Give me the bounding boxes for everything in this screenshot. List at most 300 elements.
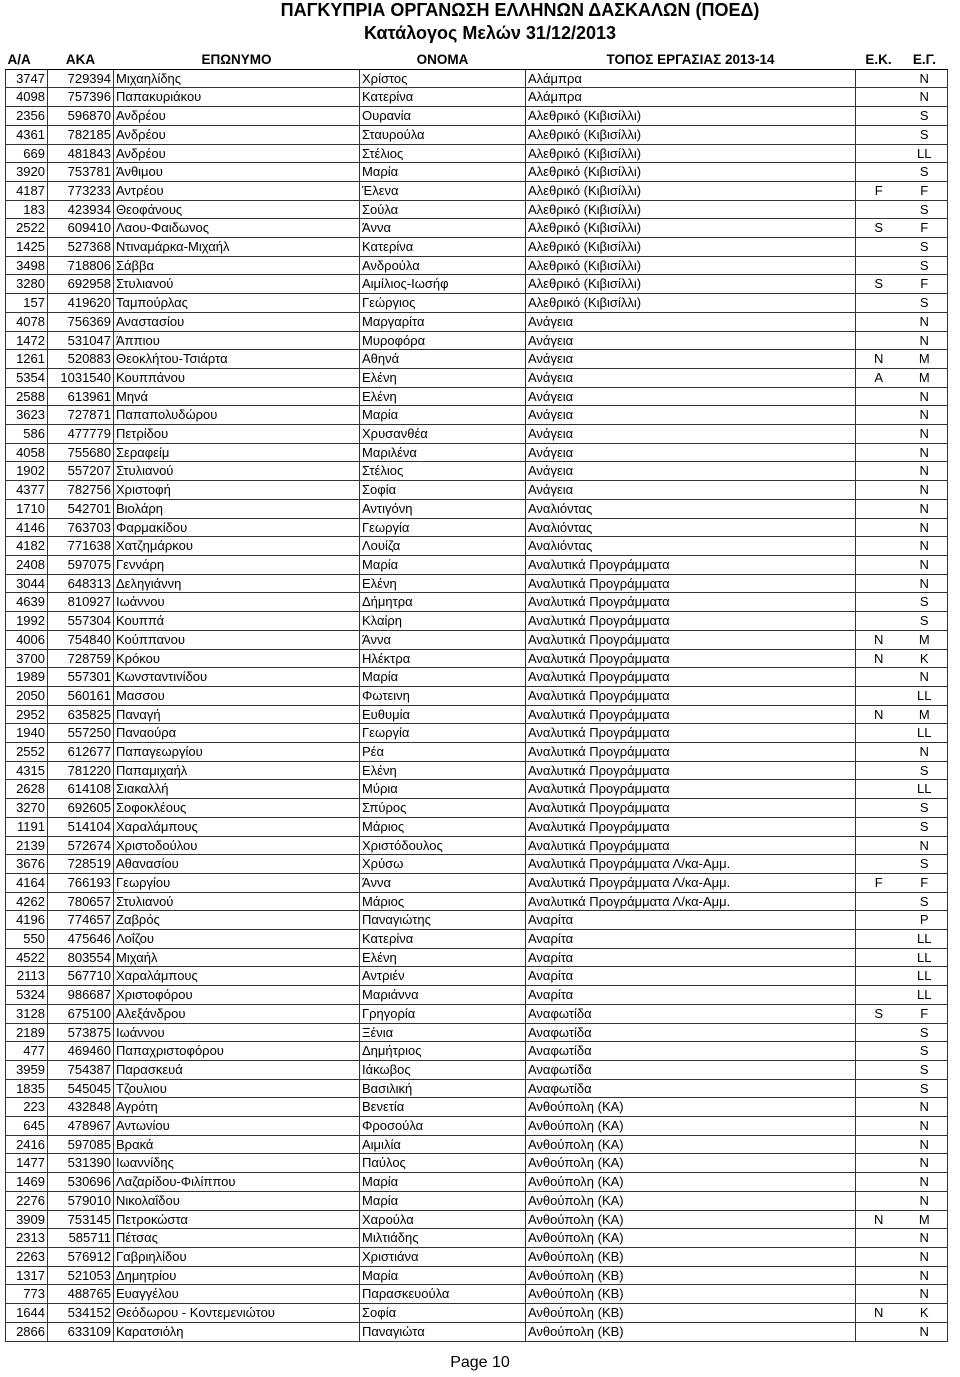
first-name-cell: Αθηνά (360, 350, 526, 369)
ek-cell (856, 724, 902, 743)
eg-cell: F (902, 181, 948, 200)
table-row (6, 855, 948, 874)
surname-cell: Γεωργίου (114, 873, 360, 892)
aka-cell: 520883 (48, 350, 114, 369)
workplace-cell: Αναλυτικά Προγράμματα (526, 724, 856, 743)
surname-cell: Γαβριηλίδου (114, 1248, 360, 1267)
aka-cell: 597085 (48, 1135, 114, 1154)
workplace-cell: Αναλιόντας (526, 518, 856, 537)
eg-cell: N (902, 443, 948, 462)
workplace-cell: Ανάγεια (526, 425, 856, 444)
workplace-cell: Αναλυτικά Προγράμματα Λ/κα-Αμμ. (526, 873, 856, 892)
surname-cell: Παπαμιχαήλ (114, 761, 360, 780)
ek-cell (856, 406, 902, 425)
ek-cell (856, 1135, 902, 1154)
table-row (6, 1304, 948, 1323)
first-name-cell: Ευθυμία (360, 705, 526, 724)
table-row (6, 574, 948, 593)
surname-cell: Γεννάρη (114, 555, 360, 574)
aka-cell: 756369 (48, 312, 114, 331)
eg-cell: S (902, 1060, 948, 1079)
aka-cell: 596870 (48, 107, 114, 126)
workplace-cell: Αλεθρικό (Κιβισίλλι) (526, 144, 856, 163)
aka-cell: 469460 (48, 1042, 114, 1061)
eg-cell: LL (902, 144, 948, 163)
eg-cell: N (902, 69, 948, 88)
row-index-cell: 2408 (6, 555, 48, 574)
table-row (6, 88, 948, 107)
row-index-cell: 2866 (6, 1322, 48, 1341)
column-header: ΟΝΟΜΑ (360, 51, 526, 69)
row-index-cell: 3676 (6, 855, 48, 874)
table-row (6, 649, 948, 668)
table-header-row (6, 51, 948, 69)
table-row (6, 425, 948, 444)
row-index-cell: 773 (6, 1285, 48, 1304)
table-row (6, 555, 948, 574)
aka-cell: 477779 (48, 425, 114, 444)
page-number: Page 10 (450, 1354, 510, 1371)
row-index-cell: 4058 (6, 443, 48, 462)
row-index-cell: 4098 (6, 88, 48, 107)
eg-cell: N (902, 668, 948, 687)
workplace-cell: Αναλυτικά Προγράμματα (526, 705, 856, 724)
aka-cell: 773233 (48, 181, 114, 200)
ek-cell (856, 256, 902, 275)
table-row (6, 986, 948, 1005)
row-index-cell: 2189 (6, 1023, 48, 1042)
surname-cell: Καρατσιόλη (114, 1322, 360, 1341)
aka-cell: 753781 (48, 163, 114, 182)
aka-cell: 728759 (48, 649, 114, 668)
ek-cell (856, 163, 902, 182)
eg-cell: LL (902, 780, 948, 799)
table-row (6, 238, 948, 257)
row-index-cell: 5354 (6, 368, 48, 387)
aka-cell: 531047 (48, 331, 114, 350)
eg-cell: N (902, 88, 948, 107)
ek-cell (856, 425, 902, 444)
workplace-cell: Αναλυτικά Προγράμματα (526, 649, 856, 668)
aka-cell: 635825 (48, 705, 114, 724)
first-name-cell: Στέλιος (360, 462, 526, 481)
surname-cell: Παπαχριστοφόρου (114, 1042, 360, 1061)
workplace-cell: Ανάγεια (526, 462, 856, 481)
ek-cell (856, 88, 902, 107)
first-name-cell: Ελένη (360, 368, 526, 387)
workplace-cell: Αναφωτίδα (526, 1042, 856, 1061)
first-name-cell: Μιλτιάδης (360, 1229, 526, 1248)
eg-cell: N (902, 1248, 948, 1267)
table-body (6, 69, 948, 1341)
aka-cell: 542701 (48, 499, 114, 518)
table-row (6, 107, 948, 126)
row-index-cell: 1425 (6, 238, 48, 257)
eg-cell: LL (902, 986, 948, 1005)
surname-cell: Στυλιανού (114, 892, 360, 911)
surname-cell: Φαρμακίδου (114, 518, 360, 537)
eg-cell: S (902, 163, 948, 182)
eg-cell: F (902, 1004, 948, 1023)
eg-cell: LL (902, 948, 948, 967)
first-name-cell: Παύλος (360, 1154, 526, 1173)
surname-cell: Μηνά (114, 387, 360, 406)
surname-cell: Βρακά (114, 1135, 360, 1154)
row-index-cell: 4006 (6, 630, 48, 649)
first-name-cell: Χαρούλα (360, 1210, 526, 1229)
first-name-cell: Ελένη (360, 761, 526, 780)
surname-cell: Αλεξάνδρου (114, 1004, 360, 1023)
eg-cell: N (902, 518, 948, 537)
table-row (6, 181, 948, 200)
table-row (6, 69, 948, 88)
first-name-cell: Δημήτριος (360, 1042, 526, 1061)
surname-cell: Ντιναμάρκα-Μιχαήλ (114, 238, 360, 257)
first-name-cell: Χριστόδουλος (360, 836, 526, 855)
first-name-cell: Ανδρούλα (360, 256, 526, 275)
workplace-cell: Αλεθρικό (Κιβισίλλι) (526, 125, 856, 144)
aka-cell: 633109 (48, 1322, 114, 1341)
workplace-cell: Αναλυτικά Προγράμματα (526, 761, 856, 780)
row-index-cell: 2139 (6, 836, 48, 855)
workplace-cell: Ανάγεια (526, 312, 856, 331)
table-row (6, 219, 948, 238)
table-row (6, 892, 948, 911)
ek-cell (856, 743, 902, 762)
eg-cell: S (902, 238, 948, 257)
surname-cell: Χριστοφόρου (114, 986, 360, 1005)
aka-cell: 763703 (48, 518, 114, 537)
row-index-cell: 4196 (6, 911, 48, 930)
workplace-cell: Ανθούπολη (ΚΑ) (526, 1191, 856, 1210)
table-row (6, 1023, 948, 1042)
ek-cell (856, 1322, 902, 1341)
surname-cell: Παναούρα (114, 724, 360, 743)
table-row (6, 911, 948, 930)
aka-cell: 986687 (48, 986, 114, 1005)
ek-cell (856, 1079, 902, 1098)
eg-cell: F (902, 873, 948, 892)
first-name-cell: Κατερίνα (360, 238, 526, 257)
aka-cell: 729394 (48, 69, 114, 88)
first-name-cell: Μάριος (360, 817, 526, 836)
aka-cell: 557301 (48, 668, 114, 687)
aka-cell: 576912 (48, 1248, 114, 1267)
workplace-cell: Αλάμπρα (526, 69, 856, 88)
aka-cell: 613961 (48, 387, 114, 406)
eg-cell: S (902, 200, 948, 219)
surname-cell: Λαου-Φαιδωνος (114, 219, 360, 238)
row-index-cell: 1940 (6, 724, 48, 743)
table-row (6, 406, 948, 425)
document-title: ΠΑΓΚΥΠΡΙΑ ΟΡΓΑΝΩΣΗ ΕΛΛΗΝΩΝ ΔΑΣΚΑΛΩΝ (ΠΟΕΔ) (280, 0, 760, 20)
column-header: Ε.Γ. (902, 51, 948, 69)
ek-cell (856, 387, 902, 406)
first-name-cell: Βενετία (360, 1098, 526, 1117)
first-name-cell: Μαρία (360, 555, 526, 574)
first-name-cell: Δήμητρα (360, 593, 526, 612)
first-name-cell: Σπύρος (360, 799, 526, 818)
workplace-cell: Αναφωτίδα (526, 1060, 856, 1079)
ek-cell: N (856, 1304, 902, 1323)
surname-cell: Ταμπούρλας (114, 294, 360, 313)
row-index-cell: 2313 (6, 1229, 48, 1248)
first-name-cell: Μυροφόρα (360, 331, 526, 350)
workplace-cell: Αναλυτικά Προγράμματα (526, 799, 856, 818)
ek-cell: N (856, 705, 902, 724)
surname-cell: Παρασκευά (114, 1060, 360, 1079)
workplace-cell: Αναρίτα (526, 948, 856, 967)
surname-cell: Σιακαλλή (114, 780, 360, 799)
surname-cell: Άνθιμου (114, 163, 360, 182)
table-row (6, 1173, 948, 1192)
first-name-cell: Μαριάννα (360, 986, 526, 1005)
eg-cell: M (902, 1210, 948, 1229)
workplace-cell: Αναλυτικά Προγράμματα Λ/κα-Αμμ. (526, 855, 856, 874)
ek-cell (856, 518, 902, 537)
workplace-cell: Αναφωτίδα (526, 1004, 856, 1023)
ek-cell (856, 1229, 902, 1248)
workplace-cell: Αναλιόντας (526, 537, 856, 556)
workplace-cell: Αλεθρικό (Κιβισίλλι) (526, 163, 856, 182)
row-index-cell: 645 (6, 1117, 48, 1136)
aka-cell: 530696 (48, 1173, 114, 1192)
row-index-cell: 2356 (6, 107, 48, 126)
ek-cell (856, 238, 902, 257)
workplace-cell: Αναρίτα (526, 967, 856, 986)
table-row (6, 1079, 948, 1098)
workplace-cell: Ανάγεια (526, 481, 856, 500)
table-row (6, 630, 948, 649)
workplace-cell: Ανάγεια (526, 406, 856, 425)
surname-cell: Ζαβρός (114, 911, 360, 930)
row-index-cell: 2952 (6, 705, 48, 724)
ek-cell (856, 555, 902, 574)
ek-cell: N (856, 1210, 902, 1229)
eg-cell: N (902, 836, 948, 855)
first-name-cell: Μαρία (360, 668, 526, 687)
first-name-cell: Μαρία (360, 163, 526, 182)
row-index-cell: 4078 (6, 312, 48, 331)
ek-cell (856, 1191, 902, 1210)
ek-cell: N (856, 350, 902, 369)
first-name-cell: Μύρια (360, 780, 526, 799)
workplace-cell: Αλεθρικό (Κιβισίλλι) (526, 294, 856, 313)
surname-cell: Πετροκώστα (114, 1210, 360, 1229)
ek-cell (856, 892, 902, 911)
workplace-cell: Ανθούπολη (ΚΑ) (526, 1098, 856, 1117)
workplace-cell: Αναλιόντας (526, 499, 856, 518)
first-name-cell: Κλαίρη (360, 612, 526, 631)
aka-cell: 757396 (48, 88, 114, 107)
first-name-cell: Λουίζα (360, 537, 526, 556)
workplace-cell: Αναφωτίδα (526, 1023, 856, 1042)
surname-cell: Πέτσας (114, 1229, 360, 1248)
first-name-cell: Ιάκωβος (360, 1060, 526, 1079)
workplace-cell: Αλεθρικό (Κιβισίλλι) (526, 200, 856, 219)
row-index-cell: 3498 (6, 256, 48, 275)
first-name-cell: Στέλιος (360, 144, 526, 163)
ek-cell (856, 1117, 902, 1136)
members-table (5, 51, 948, 1342)
aka-cell: 560161 (48, 686, 114, 705)
eg-cell: N (902, 462, 948, 481)
table-row (6, 780, 948, 799)
aka-cell: 423934 (48, 200, 114, 219)
aka-cell: 527368 (48, 238, 114, 257)
first-name-cell: Μαρία (360, 1173, 526, 1192)
ek-cell (856, 331, 902, 350)
column-header: Ε.Κ. (856, 51, 902, 69)
eg-cell: N (902, 499, 948, 518)
row-index-cell: 2276 (6, 1191, 48, 1210)
table-row (6, 368, 948, 387)
aka-cell: 545045 (48, 1079, 114, 1098)
workplace-cell: Ανθούπολη (ΚΒ) (526, 1266, 856, 1285)
table-row (6, 312, 948, 331)
row-index-cell: 183 (6, 200, 48, 219)
table-row (6, 873, 948, 892)
eg-cell: N (902, 406, 948, 425)
ek-cell (856, 1154, 902, 1173)
eg-cell: N (902, 331, 948, 350)
ek-cell (856, 930, 902, 949)
workplace-cell: Ανθούπολη (ΚΒ) (526, 1285, 856, 1304)
aka-cell: 557250 (48, 724, 114, 743)
eg-cell: K (902, 649, 948, 668)
workplace-cell: Αναλυτικά Προγράμματα (526, 555, 856, 574)
aka-cell: 782756 (48, 481, 114, 500)
ek-cell (856, 1042, 902, 1061)
surname-cell: Παπακυριάκου (114, 88, 360, 107)
eg-cell: N (902, 574, 948, 593)
ek-cell (856, 1285, 902, 1304)
surname-cell: Σάββα (114, 256, 360, 275)
surname-cell: Ιωαννίδης (114, 1154, 360, 1173)
first-name-cell: Μαριλένα (360, 443, 526, 462)
eg-cell: S (902, 256, 948, 275)
row-index-cell: 669 (6, 144, 48, 163)
ek-cell: S (856, 275, 902, 294)
row-index-cell: 1472 (6, 331, 48, 350)
table-row (6, 144, 948, 163)
eg-cell: N (902, 1135, 948, 1154)
aka-cell: 478967 (48, 1117, 114, 1136)
surname-cell: Αντωνίου (114, 1117, 360, 1136)
first-name-cell: Γρηγορία (360, 1004, 526, 1023)
surname-cell: Ιωάννου (114, 1023, 360, 1042)
row-index-cell: 3959 (6, 1060, 48, 1079)
eg-cell: S (902, 107, 948, 126)
eg-cell: N (902, 1322, 948, 1341)
eg-cell: N (902, 537, 948, 556)
workplace-cell: Αλεθρικό (Κιβισίλλι) (526, 275, 856, 294)
surname-cell: Παπαγεωργίου (114, 743, 360, 762)
eg-cell: N (902, 1117, 948, 1136)
row-index-cell: 3280 (6, 275, 48, 294)
table-row (6, 686, 948, 705)
aka-cell: 774657 (48, 911, 114, 930)
aka-cell: 514104 (48, 817, 114, 836)
workplace-cell: Ανθούπολη (ΚΑ) (526, 1135, 856, 1154)
first-name-cell: Σούλα (360, 200, 526, 219)
row-index-cell: 2263 (6, 1248, 48, 1267)
first-name-cell: Γεώργιος (360, 294, 526, 313)
first-name-cell: Χρυσανθέα (360, 425, 526, 444)
eg-cell: N (902, 1173, 948, 1192)
first-name-cell: Σοφία (360, 1304, 526, 1323)
table-row (6, 1117, 948, 1136)
eg-cell: N (902, 1229, 948, 1248)
row-index-cell: 1902 (6, 462, 48, 481)
eg-cell: LL (902, 686, 948, 705)
surname-cell: Σοφοκλέους (114, 799, 360, 818)
surname-cell: Μιχαήλ (114, 948, 360, 967)
surname-cell: Ιωάννου (114, 593, 360, 612)
aka-cell: 597075 (48, 555, 114, 574)
surname-cell: Δημητρίου (114, 1266, 360, 1285)
row-index-cell: 477 (6, 1042, 48, 1061)
row-index-cell: 2588 (6, 387, 48, 406)
workplace-cell: Αναρίτα (526, 930, 856, 949)
table-row (6, 612, 948, 631)
workplace-cell: Αναρίτα (526, 986, 856, 1005)
ek-cell: F (856, 873, 902, 892)
table-row (6, 350, 948, 369)
row-index-cell: 550 (6, 930, 48, 949)
surname-cell: Ευαγγέλου (114, 1285, 360, 1304)
row-index-cell: 3920 (6, 163, 48, 182)
column-header: Α/Α (6, 51, 48, 69)
ek-cell (856, 1266, 902, 1285)
surname-cell: Χαραλάμπους (114, 817, 360, 836)
row-index-cell: 4377 (6, 481, 48, 500)
first-name-cell: Παρασκευούλα (360, 1285, 526, 1304)
ek-cell (856, 1173, 902, 1192)
ek-cell (856, 1023, 902, 1042)
table-row (6, 743, 948, 762)
eg-cell: S (902, 855, 948, 874)
workplace-cell: Αλάμπρα (526, 88, 856, 107)
aka-cell: 557207 (48, 462, 114, 481)
ek-cell (856, 312, 902, 331)
table-row (6, 1042, 948, 1061)
workplace-cell: Ανάγεια (526, 368, 856, 387)
first-name-cell: Μαρία (360, 1266, 526, 1285)
row-index-cell: 1261 (6, 350, 48, 369)
table-row (6, 799, 948, 818)
surname-cell: Στυλιανού (114, 275, 360, 294)
row-index-cell: 4315 (6, 761, 48, 780)
row-index-cell: 3623 (6, 406, 48, 425)
row-index-cell: 4361 (6, 125, 48, 144)
workplace-cell: Ανάγεια (526, 387, 856, 406)
table-row (6, 1191, 948, 1210)
surname-cell: Χαραλάμπους (114, 967, 360, 986)
first-name-cell: Αντριέν (360, 967, 526, 986)
aka-cell: 810927 (48, 593, 114, 612)
aka-cell: 754840 (48, 630, 114, 649)
table-row (6, 1004, 948, 1023)
ek-cell (856, 1248, 902, 1267)
surname-cell: Στυλιανού (114, 462, 360, 481)
row-index-cell: 1989 (6, 668, 48, 687)
aka-cell: 585711 (48, 1229, 114, 1248)
table-row (6, 930, 948, 949)
eg-cell: N (902, 1266, 948, 1285)
table-row (6, 481, 948, 500)
eg-cell: M (902, 630, 948, 649)
